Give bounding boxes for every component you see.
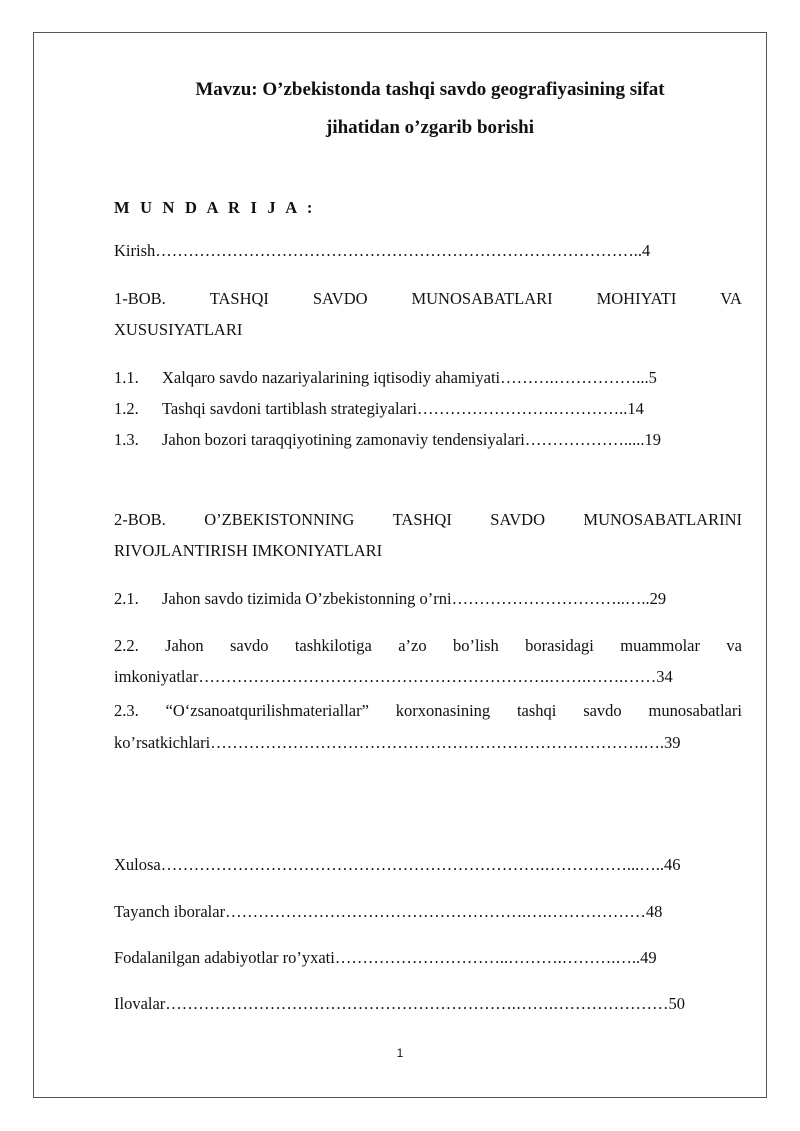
section-2-2-word: va (726, 636, 742, 655)
section-2-2-word: bo’lish (452, 636, 499, 655)
toc-end-item: Tayanch iboralar……………………………………………….….………………48 (114, 902, 663, 921)
section-2-3-word: munosabatlari (648, 701, 742, 720)
section-title: Jahon savdo tizimida O’zbekistonning o’rni…………………………..…..29 (162, 589, 667, 608)
section-2-2-word: Jahon (165, 636, 204, 655)
section-2-3-word: korxonasining (395, 701, 491, 720)
section-2-3-word: 2.3. (114, 701, 139, 720)
chapter-1-word: MUNOSABATLARI (411, 289, 553, 308)
section-number: 2.1. (114, 589, 139, 608)
section-2-2-line-1 (114, 636, 742, 656)
chapter-1-word: TASHQI (209, 289, 269, 308)
chapter-2-heading (114, 510, 742, 530)
toc-section (114, 430, 661, 450)
section-title: Tashqi savdoni tartiblash strategiyalari…………………….…………..14 (162, 399, 644, 418)
chapter-2-word: TASHQI (392, 510, 452, 529)
toc-intro: Kirish……………………………………………………………………………..4 (114, 241, 651, 260)
toc-section (114, 589, 666, 609)
chapter-1-word: MOHIYATI (596, 289, 677, 308)
page-number: 1 (396, 1046, 404, 1060)
toc-end-item: Fodalanilgan adabiyotlar ro’yxati…………………………..……….……….…..49 (114, 948, 657, 967)
chapter-2-heading-line-2: RIVOJLANTIRISH IMKONIYATLARI (114, 541, 383, 560)
toc-heading: M U N D A R I J A : (114, 198, 316, 217)
section-2-3-word: tashqi (516, 701, 557, 720)
section-number: 1.2. (114, 399, 139, 418)
section-2-2-word: muammolar (620, 636, 700, 655)
section-title: Jahon bozori taraqqiyotining zamonaviy tendensiyalari……………….....19 (162, 430, 662, 449)
chapter-2-word: SAVDO (490, 510, 545, 529)
section-2-2-line-2: imkoniyatlar……………………………………………………….…….…….……34 (114, 667, 673, 686)
section-2-3-line-2: ko’rsatkichlari…………………………………………………………………….….39 (114, 733, 681, 752)
chapter-1-word: VA (720, 289, 742, 308)
section-number: 1.3. (114, 430, 139, 449)
chapter-1-heading (114, 289, 742, 309)
toc-end-item: Xulosa…………………………………………………………….……………...…..46 (114, 855, 681, 874)
title-line-2: jihatidan o’zgarib borishi (326, 117, 534, 138)
toc-end-item: Ilovalar……………………………………………………….…….…………………50 (114, 994, 686, 1013)
page-border (33, 32, 767, 1098)
section-2-2-word: 2.2. (114, 636, 139, 655)
section-2-3-word: “O‘zsanoatqurilishmateriallar” (165, 701, 369, 720)
chapter-1-word: 1-BOB. (114, 289, 166, 308)
title-line-1: Mavzu: O’zbekistonda tashqi savdo geografiyasining sifat (195, 79, 665, 100)
section-2-2-word: tashkilotiga (294, 636, 372, 655)
chapter-2-word: O’ZBEKISTONNING (204, 510, 355, 529)
chapter-2-word: 2-BOB. (114, 510, 166, 529)
section-title: Xalqaro savdo nazariyalarining iqtisodiy ahamiyati……….……………...5 (162, 368, 657, 387)
section-2-2-word: savdo (229, 636, 269, 655)
chapter-1-word: SAVDO (312, 289, 368, 308)
toc-section (114, 399, 644, 419)
chapter-1-heading-line-2: XUSUSIYATLARI (114, 320, 243, 339)
section-2-3-line-1 (114, 701, 742, 721)
chapter-2-word: MUNOSABATLARINI (583, 510, 742, 529)
section-2-2-word: a’zo (398, 636, 427, 655)
section-2-2-word: borasidagi (525, 636, 594, 655)
section-2-3-word: savdo (583, 701, 622, 720)
toc-section (114, 368, 657, 388)
section-number: 1.1. (114, 368, 139, 387)
